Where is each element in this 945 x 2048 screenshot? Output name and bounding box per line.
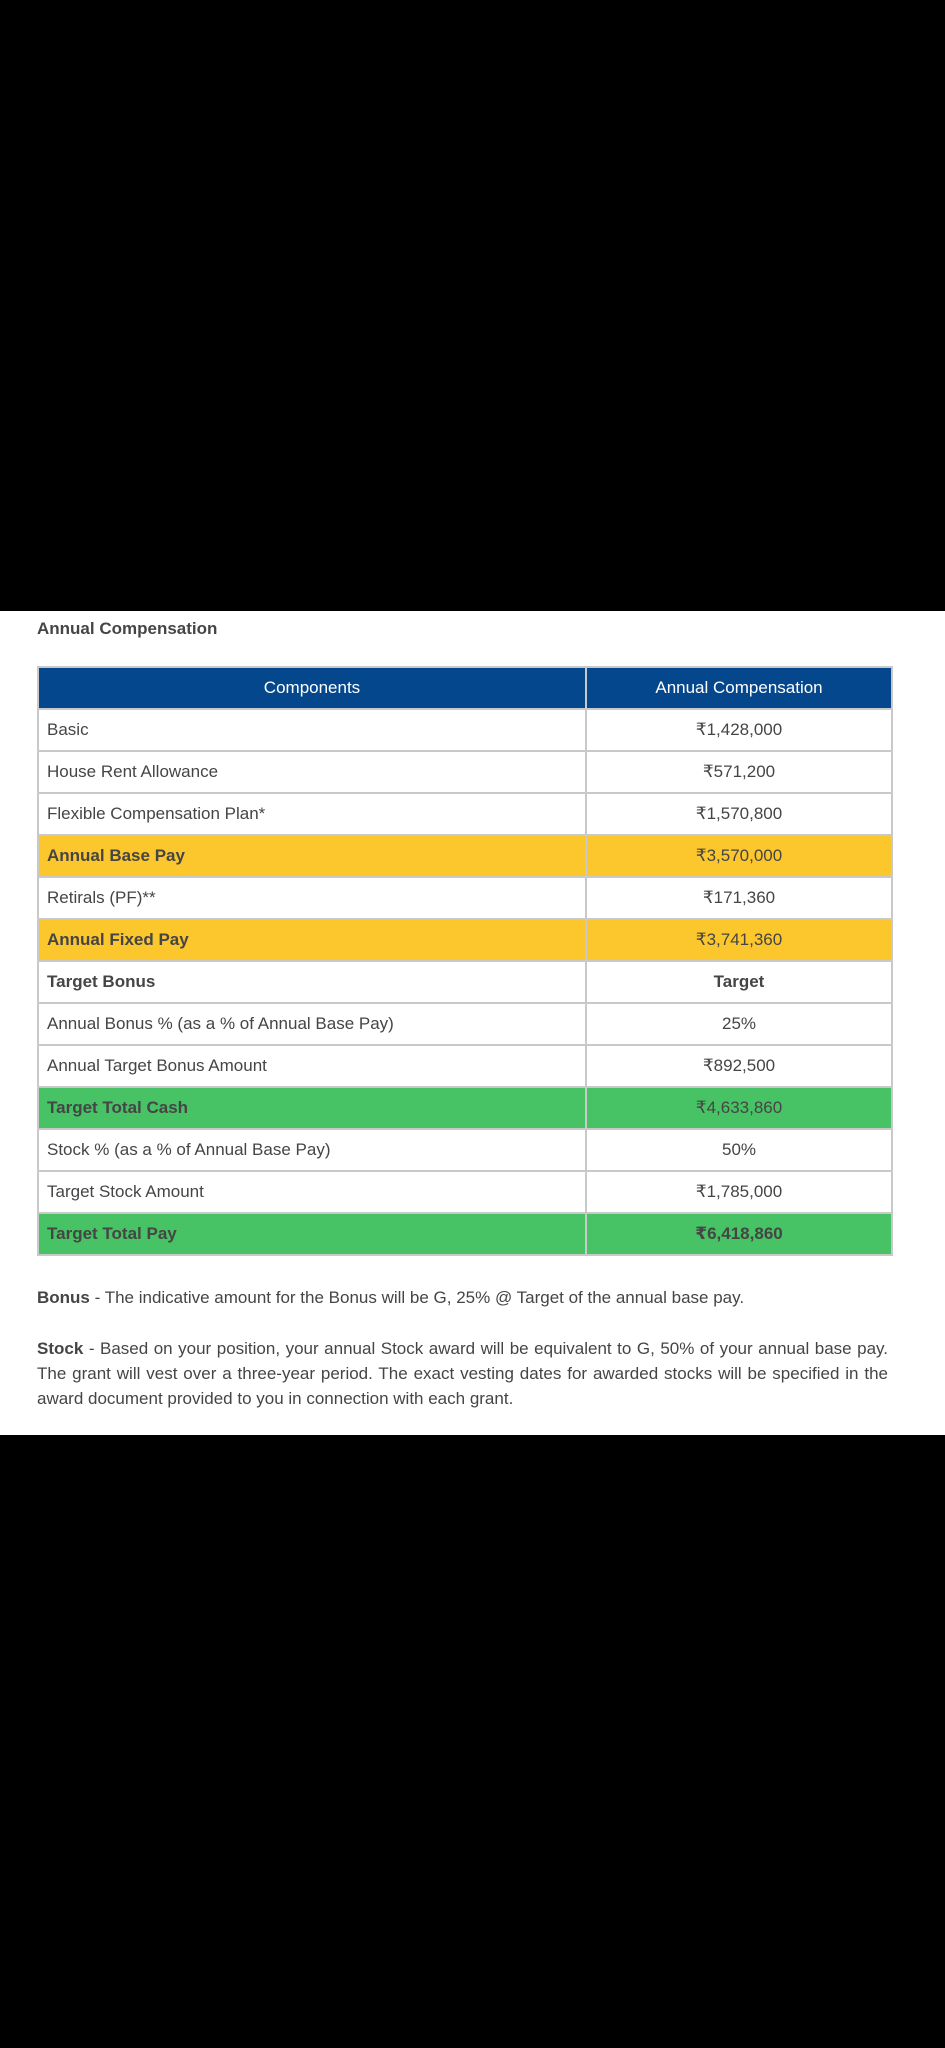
compensation-table — [37, 666, 893, 1256]
row-label: Target Total Cash — [38, 1087, 586, 1129]
row-label: Annual Bonus % (as a % of Annual Base Pay) — [38, 1003, 586, 1045]
row-value: ₹6,418,860 — [586, 1213, 892, 1255]
table-header-row — [38, 667, 892, 709]
row-label: Retirals (PF)** — [38, 877, 586, 919]
document-page — [0, 611, 945, 1435]
table-row — [38, 1003, 892, 1045]
row-value: 25% — [586, 1003, 892, 1045]
row-label: Basic — [38, 709, 586, 751]
table-row — [38, 1171, 892, 1213]
row-label: Annual Target Bonus Amount — [38, 1045, 586, 1087]
table-row — [38, 1213, 892, 1255]
stock-term: Stock — [37, 1339, 84, 1358]
row-label: Annual Fixed Pay — [38, 919, 586, 961]
row-value: ₹3,570,000 — [586, 835, 892, 877]
row-value: ₹1,570,800 — [586, 793, 892, 835]
table-row — [38, 751, 892, 793]
bonus-term: Bonus — [37, 1288, 90, 1307]
table-row — [38, 1129, 892, 1171]
stock-note — [37, 1336, 888, 1411]
row-value: ₹892,500 — [586, 1045, 892, 1087]
row-value: ₹171,360 — [586, 877, 892, 919]
section-title: Annual Compensation — [37, 619, 218, 638]
table-row — [38, 835, 892, 877]
table-row — [38, 793, 892, 835]
row-label: Stock % (as a % of Annual Base Pay) — [38, 1129, 586, 1171]
table-row — [38, 1087, 892, 1129]
row-label: Target Bonus — [38, 961, 586, 1003]
header-annual-compensation: Annual Compensation — [586, 667, 892, 709]
row-value: Target — [586, 961, 892, 1003]
bonus-note — [37, 1285, 888, 1310]
row-label: House Rent Allowance — [38, 751, 586, 793]
row-label: Flexible Compensation Plan* — [38, 793, 586, 835]
row-value: ₹1,785,000 — [586, 1171, 892, 1213]
row-value: ₹571,200 — [586, 751, 892, 793]
row-label: Target Total Pay — [38, 1213, 586, 1255]
table-row — [38, 709, 892, 751]
table-row — [38, 877, 892, 919]
row-value: ₹3,741,360 — [586, 919, 892, 961]
row-label: Annual Base Pay — [38, 835, 586, 877]
table-row — [38, 1045, 892, 1087]
row-value: ₹4,633,860 — [586, 1087, 892, 1129]
stock-text: - Based on your position, your annual Stock award will be equivalent to G, 50% of your annual base pay. The grant will vest over a three-year period. The exact vesting dates for awarded stocks will be specified in the award document provided to you in connection with each grant. — [37, 1339, 888, 1408]
bonus-text: - The indicative amount for the Bonus will be G, 25% @ Target of the annual base pay. — [89, 1288, 745, 1307]
row-label: Target Stock Amount — [38, 1171, 586, 1213]
table-row — [38, 961, 892, 1003]
row-value: ₹1,428,000 — [586, 709, 892, 751]
header-components: Components — [38, 667, 586, 709]
row-value: 50% — [586, 1129, 892, 1171]
table-row — [38, 919, 892, 961]
